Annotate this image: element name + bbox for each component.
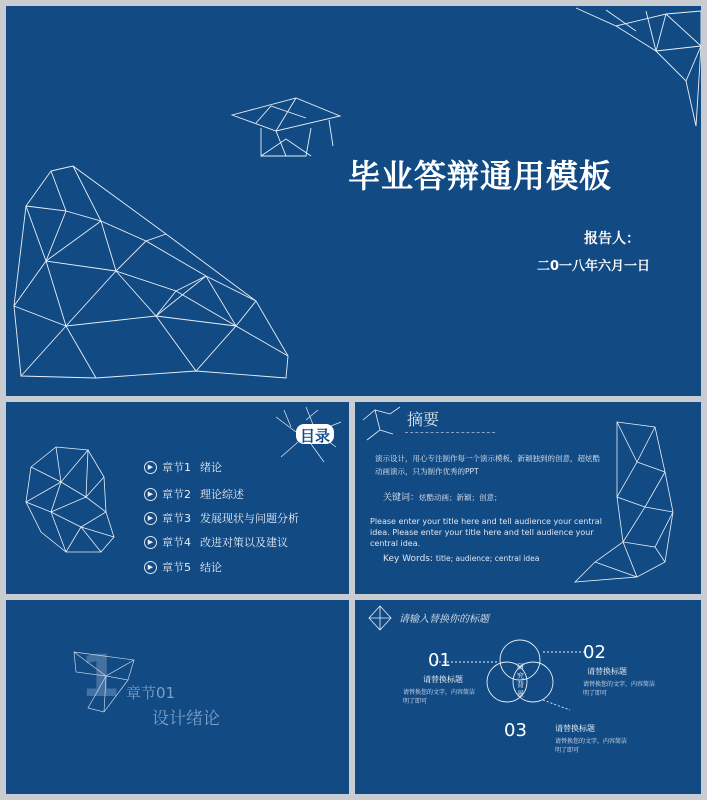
arrow-right-icon: ▶ bbox=[144, 461, 157, 474]
block-01-text: 请替换您的文字，内容简洁明了即可 bbox=[403, 689, 476, 705]
chapter-slide[interactable] bbox=[6, 600, 349, 794]
arrow-right-icon: ▶ bbox=[144, 512, 157, 525]
arrow-right-icon: ▶ bbox=[144, 488, 157, 501]
content-title: 请输入替换你的标题 bbox=[399, 614, 489, 625]
graduation-cap-icon bbox=[6, 6, 701, 396]
title-underline bbox=[405, 432, 495, 433]
block-03-heading: 请替换标题 bbox=[555, 724, 595, 733]
toc-slide[interactable] bbox=[6, 402, 349, 594]
toc-badge-label: 目录 bbox=[300, 427, 331, 445]
abstract-en-text: Please enter your title here and tell audience your central idea. Please enter your title here and tell audience your central idea. bbox=[370, 517, 602, 548]
section-title: 摘要 bbox=[407, 410, 440, 429]
chapter-number: 1 bbox=[80, 642, 121, 710]
toc-item-5[interactable]: ▶ 章节5 结论 bbox=[144, 559, 222, 575]
block-02-num: 02 bbox=[583, 642, 606, 663]
toc-item-3[interactable]: ▶ 章节3 发展现状与问题分析 bbox=[144, 510, 299, 526]
content-slide[interactable] bbox=[355, 600, 701, 794]
arrow-right-icon: ▶ bbox=[144, 561, 157, 574]
abstract-cn-text: 演示设计，用心专注制作每一个演示模板，新颖独到的创意，超炫酷动画演示，只为制作优秀的PPT bbox=[375, 454, 600, 476]
arrow-right-icon: ▶ bbox=[144, 536, 157, 549]
presenter-label: 报告人： bbox=[584, 231, 640, 247]
block-01-num: 01 bbox=[428, 650, 451, 671]
block-01-heading: 请替换标题 bbox=[423, 675, 463, 684]
abstract-cn-keywords: 关键词：炫酷动画；新颖；创意； bbox=[383, 493, 502, 503]
date-label: 二0一八年六月一日 bbox=[537, 259, 651, 274]
page-title: 毕业答辩通用模板 bbox=[348, 157, 613, 195]
block-03-num: 03 bbox=[504, 720, 527, 741]
center-label: 研究背景 bbox=[517, 663, 524, 698]
chapter-title: 设计绪论 bbox=[152, 709, 220, 729]
polygon-number-mesh bbox=[6, 600, 349, 794]
block-02-text: 请替换您的文字，内容简洁明了即可 bbox=[583, 681, 656, 697]
chapter-label: 章节01 bbox=[126, 684, 176, 702]
toc-item-1[interactable]: ▶ 章节1 绪论 bbox=[144, 459, 222, 475]
block-03-text: 请替换您的文字，内容简洁明了即可 bbox=[555, 738, 628, 754]
title-slide[interactable] bbox=[6, 6, 701, 396]
block-02-heading: 请替换标题 bbox=[587, 667, 627, 676]
abstract-slide[interactable] bbox=[355, 402, 701, 594]
abstract-en-keywords: Key Words: title; audience; central idea bbox=[383, 554, 540, 564]
toc-item-4[interactable]: ▶ 章节4 改进对策以及建议 bbox=[144, 534, 288, 550]
toc-item-2[interactable]: ▶ 章节2 理论综述 bbox=[144, 486, 244, 502]
